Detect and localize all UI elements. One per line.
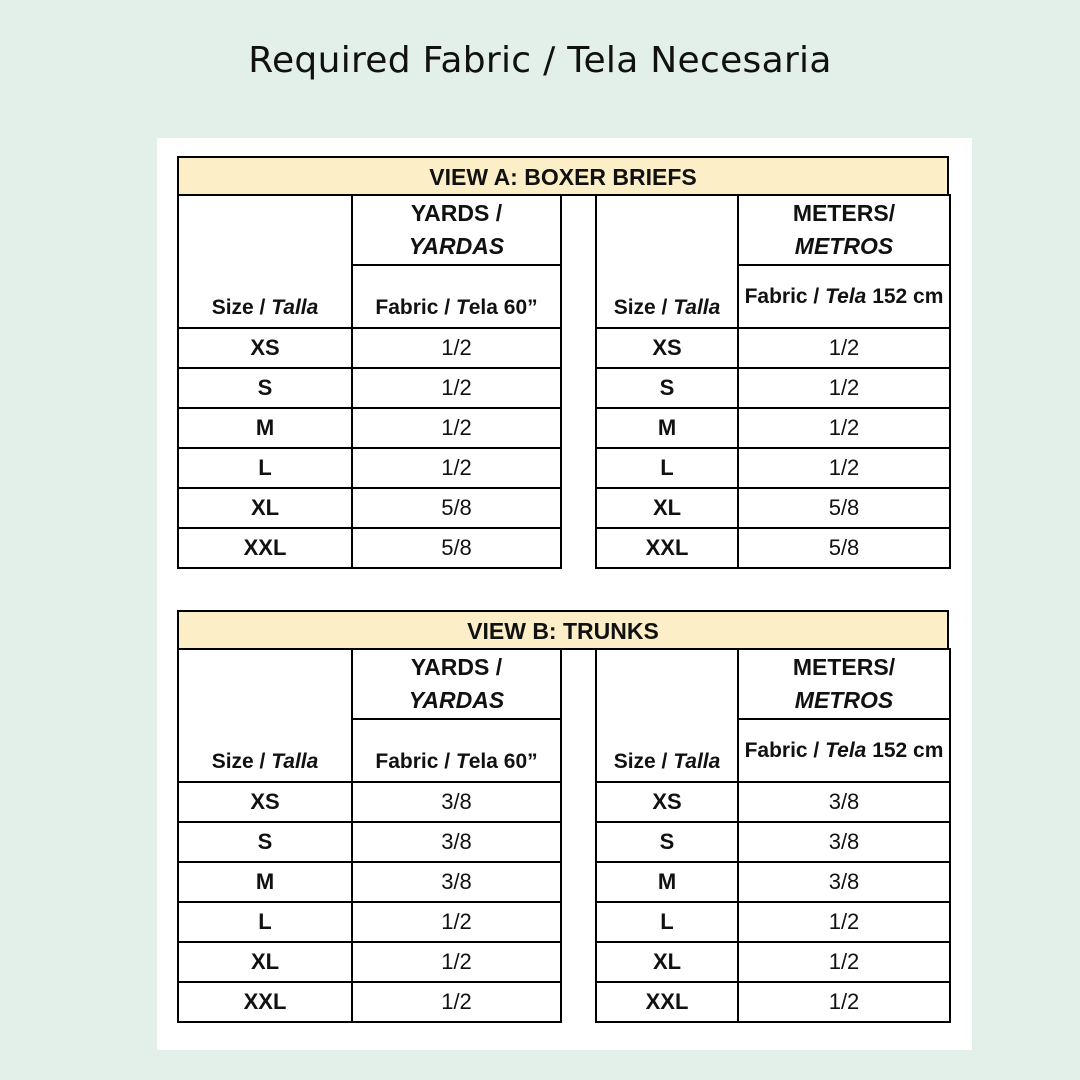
table-row (596, 328, 950, 368)
table-row (596, 862, 950, 902)
size-cell: XS (596, 328, 738, 368)
yardas-label: YARDAS (408, 233, 505, 259)
table-row (178, 328, 561, 368)
size-cell: L (596, 902, 738, 942)
size-column-header: Size / Talla (596, 719, 738, 782)
table-row (596, 942, 950, 982)
table-row (596, 408, 950, 448)
fabric-152-header: Fabric / Tela 152 cm (738, 265, 950, 328)
meters-label: METERS/ (792, 200, 896, 226)
size-cell: XXL (178, 528, 352, 568)
table-row (178, 942, 561, 982)
yards-value-cell: 1/2 (352, 408, 561, 448)
size-cell: L (178, 902, 352, 942)
size-column-header: Size / Talla (178, 265, 352, 328)
fabric-chart-card (157, 138, 972, 1050)
view-b-meters-table (595, 648, 951, 1023)
size-cell: XL (596, 942, 738, 982)
size-cell: XXL (178, 982, 352, 1022)
table-row (178, 528, 561, 568)
table-row (178, 448, 561, 488)
yards-value-cell: 1/2 (352, 942, 561, 982)
size-cell: M (596, 408, 738, 448)
meters-value-cell: 1/2 (738, 982, 950, 1022)
size-cell: S (178, 822, 352, 862)
table-row (178, 782, 561, 822)
size-cell: M (178, 408, 352, 448)
page-title: Required Fabric / Tela Necesaria (248, 40, 832, 81)
empty-header-cell (596, 649, 738, 719)
yards-value-cell: 3/8 (352, 822, 561, 862)
size-cell: XXL (596, 982, 738, 1022)
meters-header (738, 649, 950, 719)
size-cell: S (178, 368, 352, 408)
table-row (178, 982, 561, 1022)
size-cell: L (596, 448, 738, 488)
size-column-header: Size / Talla (596, 265, 738, 328)
yards-value-cell: 1/2 (352, 368, 561, 408)
table-row (178, 902, 561, 942)
size-cell: M (596, 862, 738, 902)
meters-value-cell: 3/8 (738, 782, 950, 822)
table-row (596, 448, 950, 488)
meters-header (738, 195, 950, 265)
size-cell: S (596, 368, 738, 408)
view-a-yards-table (177, 194, 562, 569)
size-cell: XXL (596, 528, 738, 568)
size-cell: XL (178, 942, 352, 982)
metros-label: METROS (794, 233, 894, 259)
table-row (596, 902, 950, 942)
meters-value-cell: 3/8 (738, 822, 950, 862)
table-row (596, 368, 950, 408)
empty-header-cell (178, 649, 352, 719)
table-row (596, 782, 950, 822)
meters-value-cell: 1/2 (738, 942, 950, 982)
yards-value-cell: 1/2 (352, 448, 561, 488)
fabric-60-header: Fabric / Tela 60” (352, 719, 561, 782)
yards-value-cell: 1/2 (352, 982, 561, 1022)
view-a-banner: VIEW A: BOXER BRIEFS (177, 156, 949, 196)
size-cell: XS (178, 328, 352, 368)
table-row (178, 862, 561, 902)
fabric-60-header: Fabric / Tela 60” (352, 265, 561, 328)
table-row (596, 528, 950, 568)
meters-value-cell: 1/2 (738, 448, 950, 488)
size-column-header: Size / Talla (178, 719, 352, 782)
yards-value-cell: 1/2 (352, 902, 561, 942)
yards-value-cell: 3/8 (352, 782, 561, 822)
meters-value-cell: 1/2 (738, 408, 950, 448)
yards-header (352, 195, 561, 265)
yards-value-cell: 5/8 (352, 488, 561, 528)
size-cell: L (178, 448, 352, 488)
table-row (178, 822, 561, 862)
meters-value-cell: 5/8 (738, 488, 950, 528)
meters-value-cell: 1/2 (738, 902, 950, 942)
table-row (596, 822, 950, 862)
size-cell: XL (596, 488, 738, 528)
fabric-152-header: Fabric / Tela 152 cm (738, 719, 950, 782)
size-cell: S (596, 822, 738, 862)
yards-value-cell: 1/2 (352, 328, 561, 368)
yardas-label: YARDAS (408, 687, 505, 713)
meters-value-cell: 3/8 (738, 862, 950, 902)
empty-header-cell (178, 195, 352, 265)
size-cell: XS (178, 782, 352, 822)
table-row (178, 408, 561, 448)
table-row (596, 982, 950, 1022)
meters-value-cell: 1/2 (738, 328, 950, 368)
meters-value-cell: 1/2 (738, 368, 950, 408)
yards-value-cell: 3/8 (352, 862, 561, 902)
size-cell: M (178, 862, 352, 902)
yards-label: YARDS / (410, 654, 503, 680)
yards-header (352, 649, 561, 719)
yards-label: YARDS / (410, 200, 503, 226)
view-a-meters-table (595, 194, 951, 569)
metros-label: METROS (794, 687, 894, 713)
size-cell: XL (178, 488, 352, 528)
table-row (178, 488, 561, 528)
table-row (178, 368, 561, 408)
view-b-banner: VIEW B: TRUNKS (177, 610, 949, 650)
yards-value-cell: 5/8 (352, 528, 561, 568)
meters-value-cell: 5/8 (738, 528, 950, 568)
view-b-yards-table (177, 648, 562, 1023)
size-cell: XS (596, 782, 738, 822)
empty-header-cell (596, 195, 738, 265)
table-row (596, 488, 950, 528)
meters-label: METERS/ (792, 654, 896, 680)
